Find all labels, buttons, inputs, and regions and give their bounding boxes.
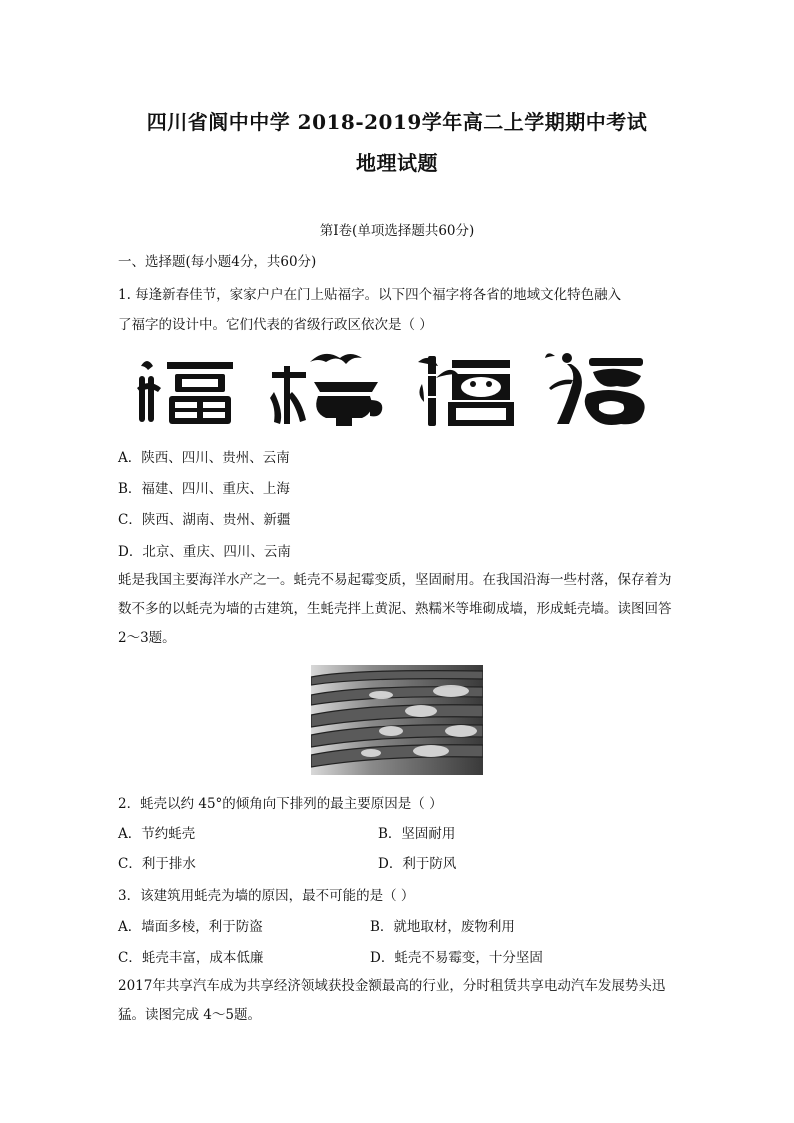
question-2-option-b: B．坚固耐用 <box>378 826 456 842</box>
exam-title: 四川省阆中中学 2018-2019学年高二上学期期中考试 <box>146 110 648 134</box>
question-1-stem-line-1: 1. 每逢新春佳节，家家户户在门上贴福字。以下四个福字将各省的地域文化特色融入 <box>118 287 622 303</box>
fu-character-design-2-icon <box>270 348 385 428</box>
fu-characters-figure <box>135 348 650 428</box>
shared-car-passage: 2017年共享汽车成为共享经济领域获投金额最高的行业，分时租赁共享电动汽车发展势头迅猛。读图完成 4～5题。 <box>118 978 666 1023</box>
question-1-option-a: A．陕西、四川、贵州、云南 <box>118 450 290 466</box>
question-1-option-b: B．福建、四川、重庆、上海 <box>118 481 290 497</box>
fu-character-design-3-icon <box>418 348 518 428</box>
question-1-stem-line-2: 了福字的设计中。它们代表的省级行政区依次是（ ） <box>118 317 433 333</box>
question-2-stem: 2．蚝壳以约 45°的倾角向下排列的最主要原因是（ ） <box>118 796 443 812</box>
question-1-option-c: C．陕西、湖南、贵州、新疆 <box>118 512 291 528</box>
volume-title: 第Ⅰ卷(单项选择题共60分) <box>319 223 475 239</box>
fu-character-design-1-icon <box>135 348 240 428</box>
question-2-option-d: D．利于防风 <box>378 856 457 872</box>
question-2-option-a: A．节约蚝壳 <box>118 826 196 842</box>
oyster-shell-wall-photo <box>311 665 483 775</box>
oyster-passage: 蚝是我国主要海洋水产之一。蚝壳不易起霉变质，坚固耐用。在我国沿海一些村落，保存着为数不多的以蚝壳为墙的古建筑，生蚝壳拌上黄泥、熟糯米等堆砌成墙，形成蚝壳墙。读图回答 2～3题。 <box>118 572 672 646</box>
question-3-option-a: A．墙面多棱，利于防盗 <box>118 919 263 935</box>
fu-character-design-4-icon <box>545 348 650 428</box>
exam-subtitle: 地理试题 <box>356 151 438 175</box>
question-3-option-b: B．就地取材，废物利用 <box>370 919 515 935</box>
question-2-option-c: C．利于排水 <box>118 856 196 872</box>
question-3-option-c: C．蚝壳丰富，成本低廉 <box>118 950 264 966</box>
question-3-option-d: D．蚝壳不易霉变，十分坚固 <box>370 950 543 966</box>
question-1-option-d: D．北京、重庆、四川、云南 <box>118 544 291 560</box>
question-3-stem: 3．该建筑用蚝壳为墙的原因，最不可能的是（ ） <box>118 888 415 904</box>
part-title: 一、选择题(每小题4分，共60分) <box>118 254 317 270</box>
